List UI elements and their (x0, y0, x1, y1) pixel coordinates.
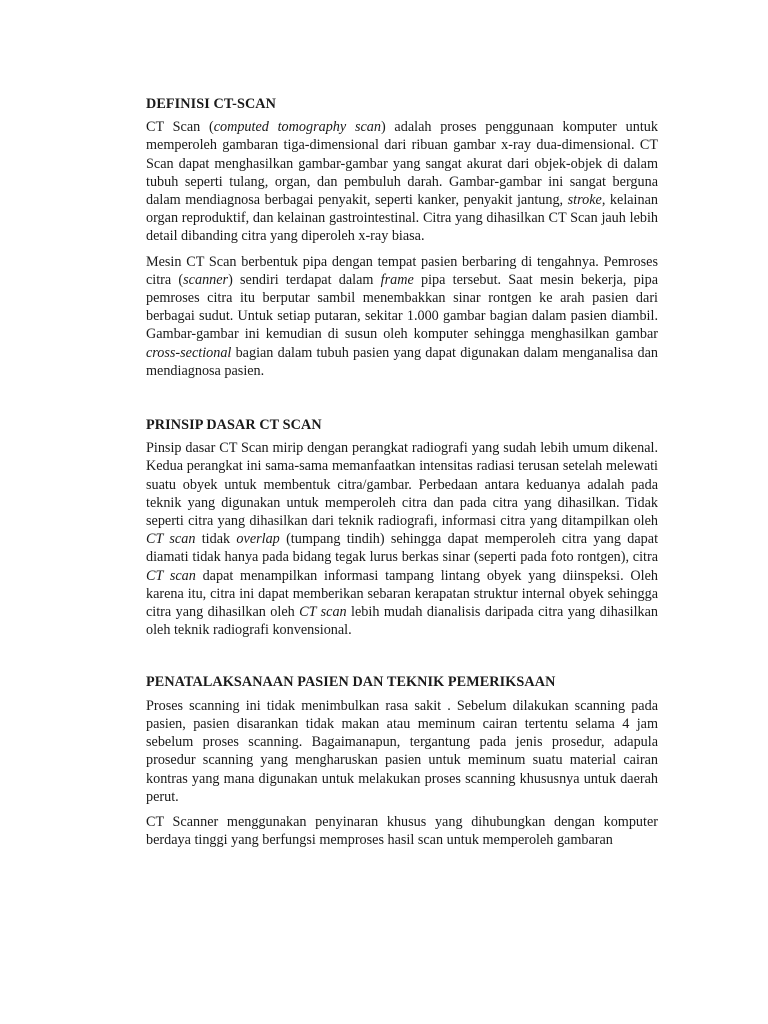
italic-term: stroke (567, 192, 602, 209)
text-span: ) sendiri terdapat dalam (228, 271, 381, 288)
text-span: (tumpang tindih) sehingga dapat memperoleh citra yang dapat diamati tidak hanya pada bidang tegak lurus berkas sinar (seperti pada foto rontgen), citra (146, 531, 659, 566)
section-heading-penatalaksanaan: PENATALAKSANAAN PASIEN DAN TEKNIK PEMERIKSAAN (146, 674, 556, 691)
text-span: lebih mudah dianalisis daripada citra yang dihasilkan oleh teknik radiografi konvensional. (146, 604, 658, 639)
italic-term: overlap (236, 531, 280, 548)
text-span: ) adalah proses penggunaan komputer untuk memperoleh gambaran tiga-dimensional dari ribuan gambar x-ray dua-dimensional. CT Scan dapat menghasilkan gambar-gambar yang sangat akurat dari objek-objek di dalam tubuh seperti tulang, organ, dan pembuluh darah. Gambar-gambar ini sangat berguna dalam mendiagnosa berbagai penyakit, seperti kanker, penyakit jantung, (146, 119, 658, 209)
italic-term: frame (380, 271, 414, 288)
section-heading-prinsip: PRINSIP DASAR CT SCAN (146, 417, 322, 434)
text-span: pipa tersebut. Saat mesin bekerja, pipa pemroses citra itu berputar sambil menembakkan sinar rontgen ke arah pasien dari berbagai sudut. Untuk setiap putaran, sekitar 1.000 gambar bagian dalam pasien diambil. Gambar-gambar ini kemudian di susun oleh komputer sehingga menghasilkan gambar (146, 271, 658, 343)
italic-term: CT scan (146, 531, 196, 548)
text-span: CT Scan ( (146, 119, 214, 136)
text-span: tidak (195, 531, 237, 548)
paragraph-definisi-1 (146, 118, 658, 245)
section-heading-definisi: DEFINISI CT-SCAN (146, 96, 276, 112)
section-spacer (146, 387, 658, 416)
section-spacer (146, 646, 658, 673)
text-span: , kelainan organ reproduktif, dan kelainan gastrointestinal. Citra yang dihasilkan CT Scan jauh lebih detail dibanding citra yang diperoleh x-ray biasa. (146, 192, 658, 245)
document-body (146, 95, 658, 856)
text-span: Mesin CT Scan berbentuk pipa dengan tempat pasien berbaring di tengahnya. Pemroses citra ( (146, 253, 658, 288)
text-span: Pinsip dasar CT Scan mirip dengan perangkat radiografi yang sudah lebih umum dikenal. Kedua perangkat ini sama-sama memanfaatkan intensitas radiasi terusan setelah melewati suatu obyek untuk membentuk citra/gambar. Perbedaan antara keduanya adalah pada teknik yang digunakan untuk memperoleh citra dan pada citra yang dihasilkan. Tidak seperti citra yang dihasilkan dari teknik radiografi, informasi citra yang ditampilkan oleh (146, 440, 658, 530)
paragraph-penatalaksanaan-1: Proses scanning ini tidak menimbulkan rasa sakit . Sebelum dilakukan scanning pada pasien, pasien disarankan tidak makan atau meminum cairan tertentu selama 4 jam sebelum proses scanning. Bagaimanapun, tergantung pada jenis prosedur, adapula prosedur scanning yang mengharuskan pasien untuk meminum suatu material cairan kontras yang mana digunakan untuk melakukan proses scanning khususnya untuk daerah perut. (146, 697, 658, 805)
italic-term: cross-sectional (146, 344, 232, 361)
paragraph-prinsip-1 (146, 439, 658, 639)
text-span: bagian dalam tubuh pasien yang dapat digunakan dalam menganalisa dan mendiagnosa pasien. (146, 344, 658, 379)
paragraph-penatalaksanaan-2: CT Scanner menggunakan penyinaran khusus yang dihubungkan dengan komputer berdaya tinggi yang berfungsi memproses hasil scan untuk memperoleh gambaran (146, 813, 658, 849)
italic-term: scanner (183, 271, 229, 288)
italic-term: CT scan (299, 604, 347, 621)
text-span: dapat menampilkan informasi tampang lintang obyek yang diinspeksi. Oleh karena itu, citra ini dapat memberikan sebaran kerapatan struktur internal obyek sehingga citra yang dihasilkan oleh (146, 567, 658, 621)
italic-term: computed tomography scan (213, 119, 381, 136)
paragraph-definisi-2 (146, 253, 658, 380)
italic-term: CT scan (146, 567, 196, 584)
